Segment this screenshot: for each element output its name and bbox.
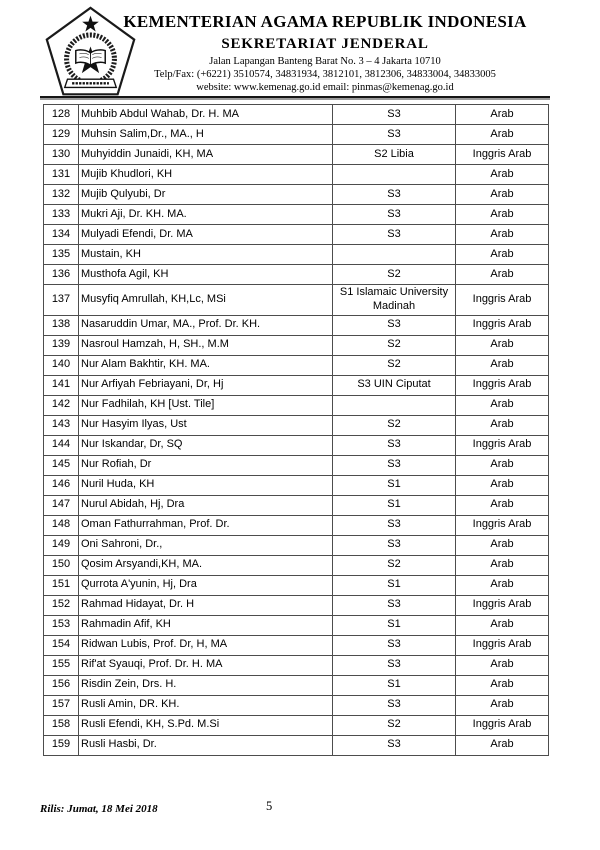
row-number: 129 bbox=[44, 125, 79, 145]
page-footer bbox=[40, 799, 560, 819]
education-level: S1 bbox=[333, 615, 456, 635]
education-level: S1 bbox=[333, 575, 456, 595]
row-number: 133 bbox=[44, 205, 79, 225]
person-name: Muhyiddin Junaidi, KH, MA bbox=[79, 145, 333, 165]
row-number: 156 bbox=[44, 675, 79, 695]
row-number: 150 bbox=[44, 555, 79, 575]
row-number: 142 bbox=[44, 395, 79, 415]
language: Arab bbox=[456, 415, 549, 435]
person-name: Musthofa Agil, KH bbox=[79, 265, 333, 285]
education-level: S3 bbox=[333, 105, 456, 125]
table-row bbox=[44, 105, 549, 125]
education-level: S3 bbox=[333, 185, 456, 205]
table-row bbox=[44, 675, 549, 695]
education-level: S3 bbox=[333, 535, 456, 555]
language: Arab bbox=[456, 675, 549, 695]
person-name: Rusli Hasbi, Dr. bbox=[79, 735, 333, 755]
table-row bbox=[44, 125, 549, 145]
person-name: Nur Fadhilah, KH [Ust. Tile] bbox=[79, 395, 333, 415]
row-number: 128 bbox=[44, 105, 79, 125]
table-row bbox=[44, 635, 549, 655]
row-number: 159 bbox=[44, 735, 79, 755]
language: Arab bbox=[456, 475, 549, 495]
table-row bbox=[44, 715, 549, 735]
education-level: S3 bbox=[333, 225, 456, 245]
language: Arab bbox=[456, 695, 549, 715]
table-row bbox=[44, 265, 549, 285]
education-level: S1 bbox=[333, 495, 456, 515]
person-name: Ridwan Lubis, Prof. Dr, H, MA bbox=[79, 635, 333, 655]
education-level: S1 Islamaic University Madinah bbox=[333, 285, 456, 316]
language: Inggris Arab bbox=[456, 595, 549, 615]
person-name: Nur Hasyim Ilyas, Ust bbox=[79, 415, 333, 435]
education-level: S3 bbox=[333, 695, 456, 715]
language: Arab bbox=[456, 225, 549, 245]
row-number: 158 bbox=[44, 715, 79, 735]
website-email-line: website: www.kemenag.go.id email: pinmas@kemenag.go.id bbox=[196, 81, 454, 93]
language: Inggris Arab bbox=[456, 715, 549, 735]
education-level: S3 bbox=[333, 635, 456, 655]
row-number: 147 bbox=[44, 495, 79, 515]
table-row bbox=[44, 375, 549, 395]
person-name: Nuril Huda, KH bbox=[79, 475, 333, 495]
page-number: 5 bbox=[266, 799, 273, 813]
language: Arab bbox=[456, 615, 549, 635]
secretariat-title: SEKRETARIAT JENDERAL bbox=[221, 35, 429, 52]
education-level: S3 bbox=[333, 125, 456, 145]
language: Arab bbox=[456, 355, 549, 375]
row-number: 130 bbox=[44, 145, 79, 165]
person-name: Nur Alam Bakhtir, KH. MA. bbox=[79, 355, 333, 375]
language: Arab bbox=[456, 265, 549, 285]
education-level: S2 bbox=[333, 415, 456, 435]
person-name: Rusli Efendi, KH, S.Pd. M.Si bbox=[79, 715, 333, 735]
table-row bbox=[44, 735, 549, 755]
education-level: S3 UIN Ciputat bbox=[333, 375, 456, 395]
row-number: 145 bbox=[44, 455, 79, 475]
speakers-table bbox=[43, 104, 549, 756]
person-name: Qurrota A'yunin, Hj, Dra bbox=[79, 575, 333, 595]
person-name: Muhsin Salim,Dr., MA., H bbox=[79, 125, 333, 145]
letterhead-divider bbox=[40, 96, 550, 100]
language: Arab bbox=[456, 495, 549, 515]
language: Arab bbox=[456, 185, 549, 205]
table-row bbox=[44, 245, 549, 265]
language: Arab bbox=[456, 455, 549, 475]
table-row bbox=[44, 435, 549, 455]
row-number: 146 bbox=[44, 475, 79, 495]
person-name: Nasaruddin Umar, MA., Prof. Dr. KH. bbox=[79, 315, 333, 335]
row-number: 136 bbox=[44, 265, 79, 285]
education-level: S1 bbox=[333, 675, 456, 695]
language: Inggris Arab bbox=[456, 145, 549, 165]
education-level: S3 bbox=[333, 455, 456, 475]
table-row bbox=[44, 695, 549, 715]
education-level: S2 Libia bbox=[333, 145, 456, 165]
education-level: S3 bbox=[333, 655, 456, 675]
row-number: 157 bbox=[44, 695, 79, 715]
table-row bbox=[44, 335, 549, 355]
education-level: S1 bbox=[333, 475, 456, 495]
language: Arab bbox=[456, 335, 549, 355]
address-line: Jalan Lapangan Banteng Barat No. 3 – 4 Jakarta 10710 bbox=[209, 56, 441, 68]
language: Inggris Arab bbox=[456, 635, 549, 655]
person-name: Oni Sahroni, Dr., bbox=[79, 535, 333, 555]
education-level: S2 bbox=[333, 265, 456, 285]
person-name: Nasroul Hamzah, H, SH., M.M bbox=[79, 335, 333, 355]
row-number: 143 bbox=[44, 415, 79, 435]
education-level: S2 bbox=[333, 555, 456, 575]
language: Arab bbox=[456, 535, 549, 555]
education-level: S3 bbox=[333, 205, 456, 225]
person-name: Mujib Khudlori, KH bbox=[79, 165, 333, 185]
table-row bbox=[44, 515, 549, 535]
person-name: Rif'at Syauqi, Prof. Dr. H. MA bbox=[79, 655, 333, 675]
letterhead bbox=[0, 0, 600, 96]
language: Arab bbox=[456, 205, 549, 225]
row-number: 151 bbox=[44, 575, 79, 595]
person-name: Nurul Abidah, Hj, Dra bbox=[79, 495, 333, 515]
row-number: 155 bbox=[44, 655, 79, 675]
education-level: S2 bbox=[333, 355, 456, 375]
language: Arab bbox=[456, 735, 549, 755]
row-number: 131 bbox=[44, 165, 79, 185]
person-name: Muhbib Abdul Wahab, Dr. H. MA bbox=[79, 105, 333, 125]
person-name: Musyfiq Amrullah, KH,Lc, MSi bbox=[79, 285, 333, 316]
education-level: S2 bbox=[333, 715, 456, 735]
table-row bbox=[44, 495, 549, 515]
person-name: Rusli Amin, DR. KH. bbox=[79, 695, 333, 715]
person-name: Nur Iskandar, Dr, SQ bbox=[79, 435, 333, 455]
table-row bbox=[44, 555, 549, 575]
table-row bbox=[44, 165, 549, 185]
release-date: Rilis: Jumat, 18 Mei 2018 bbox=[40, 803, 158, 815]
table-row bbox=[44, 145, 549, 165]
language: Arab bbox=[456, 165, 549, 185]
language: Arab bbox=[456, 395, 549, 415]
language: Arab bbox=[456, 575, 549, 595]
table-row bbox=[44, 415, 549, 435]
table-row bbox=[44, 315, 549, 335]
person-name: Mustain, KH bbox=[79, 245, 333, 265]
table-row bbox=[44, 355, 549, 375]
language: Arab bbox=[456, 105, 549, 125]
education-level: S3 bbox=[333, 595, 456, 615]
row-number: 135 bbox=[44, 245, 79, 265]
table-row bbox=[44, 615, 549, 635]
table-row bbox=[44, 285, 549, 316]
language: Arab bbox=[456, 125, 549, 145]
language: Inggris Arab bbox=[456, 285, 549, 316]
phone-line: Telp/Fax: (+6221) 3510574, 34831934, 3812101, 3812306, 34833004, 34833005 bbox=[154, 68, 496, 80]
language: Inggris Arab bbox=[456, 315, 549, 335]
table-row bbox=[44, 455, 549, 475]
row-number: 154 bbox=[44, 635, 79, 655]
person-name: Nur Rofiah, Dr bbox=[79, 455, 333, 475]
education-level bbox=[333, 395, 456, 415]
row-number: 138 bbox=[44, 315, 79, 335]
row-number: 144 bbox=[44, 435, 79, 455]
person-name: Rahmad Hidayat, Dr. H bbox=[79, 595, 333, 615]
row-number: 137 bbox=[44, 285, 79, 316]
table-row bbox=[44, 535, 549, 555]
education-level: S3 bbox=[333, 435, 456, 455]
table-row bbox=[44, 595, 549, 615]
row-number: 149 bbox=[44, 535, 79, 555]
letterhead-text bbox=[100, 12, 550, 94]
person-name: Mukri Aji, Dr. KH. MA. bbox=[79, 205, 333, 225]
person-name: Oman Fathurrahman, Prof. Dr. bbox=[79, 515, 333, 535]
table-row bbox=[44, 185, 549, 205]
row-number: 139 bbox=[44, 335, 79, 355]
person-name: Qosim Arsyandi,KH, MA. bbox=[79, 555, 333, 575]
person-name: Mulyadi Efendi, Dr. MA bbox=[79, 225, 333, 245]
person-name: Mujib Qulyubi, Dr bbox=[79, 185, 333, 205]
table-row bbox=[44, 395, 549, 415]
education-level bbox=[333, 165, 456, 185]
row-number: 134 bbox=[44, 225, 79, 245]
language: Arab bbox=[456, 245, 549, 265]
education-level bbox=[333, 245, 456, 265]
education-level: S2 bbox=[333, 335, 456, 355]
person-name: Nur Arfiyah Febriayani, Dr, Hj bbox=[79, 375, 333, 395]
person-name: Rahmadin Afif, KH bbox=[79, 615, 333, 635]
row-number: 140 bbox=[44, 355, 79, 375]
row-number: 132 bbox=[44, 185, 79, 205]
row-number: 141 bbox=[44, 375, 79, 395]
table-row bbox=[44, 575, 549, 595]
table-row bbox=[44, 475, 549, 495]
table-row bbox=[44, 655, 549, 675]
language: Arab bbox=[456, 555, 549, 575]
table-row bbox=[44, 205, 549, 225]
language: Inggris Arab bbox=[456, 435, 549, 455]
row-number: 153 bbox=[44, 615, 79, 635]
language: Inggris Arab bbox=[456, 515, 549, 535]
education-level: S3 bbox=[333, 315, 456, 335]
row-number: 152 bbox=[44, 595, 79, 615]
education-level: S3 bbox=[333, 735, 456, 755]
table-row bbox=[44, 225, 549, 245]
education-level: S3 bbox=[333, 515, 456, 535]
ministry-title: KEMENTERIAN AGAMA REPUBLIK INDONESIA bbox=[123, 12, 527, 31]
row-number: 148 bbox=[44, 515, 79, 535]
language: Inggris Arab bbox=[456, 375, 549, 395]
person-name: Risdin Zein, Drs. H. bbox=[79, 675, 333, 695]
language: Arab bbox=[456, 655, 549, 675]
